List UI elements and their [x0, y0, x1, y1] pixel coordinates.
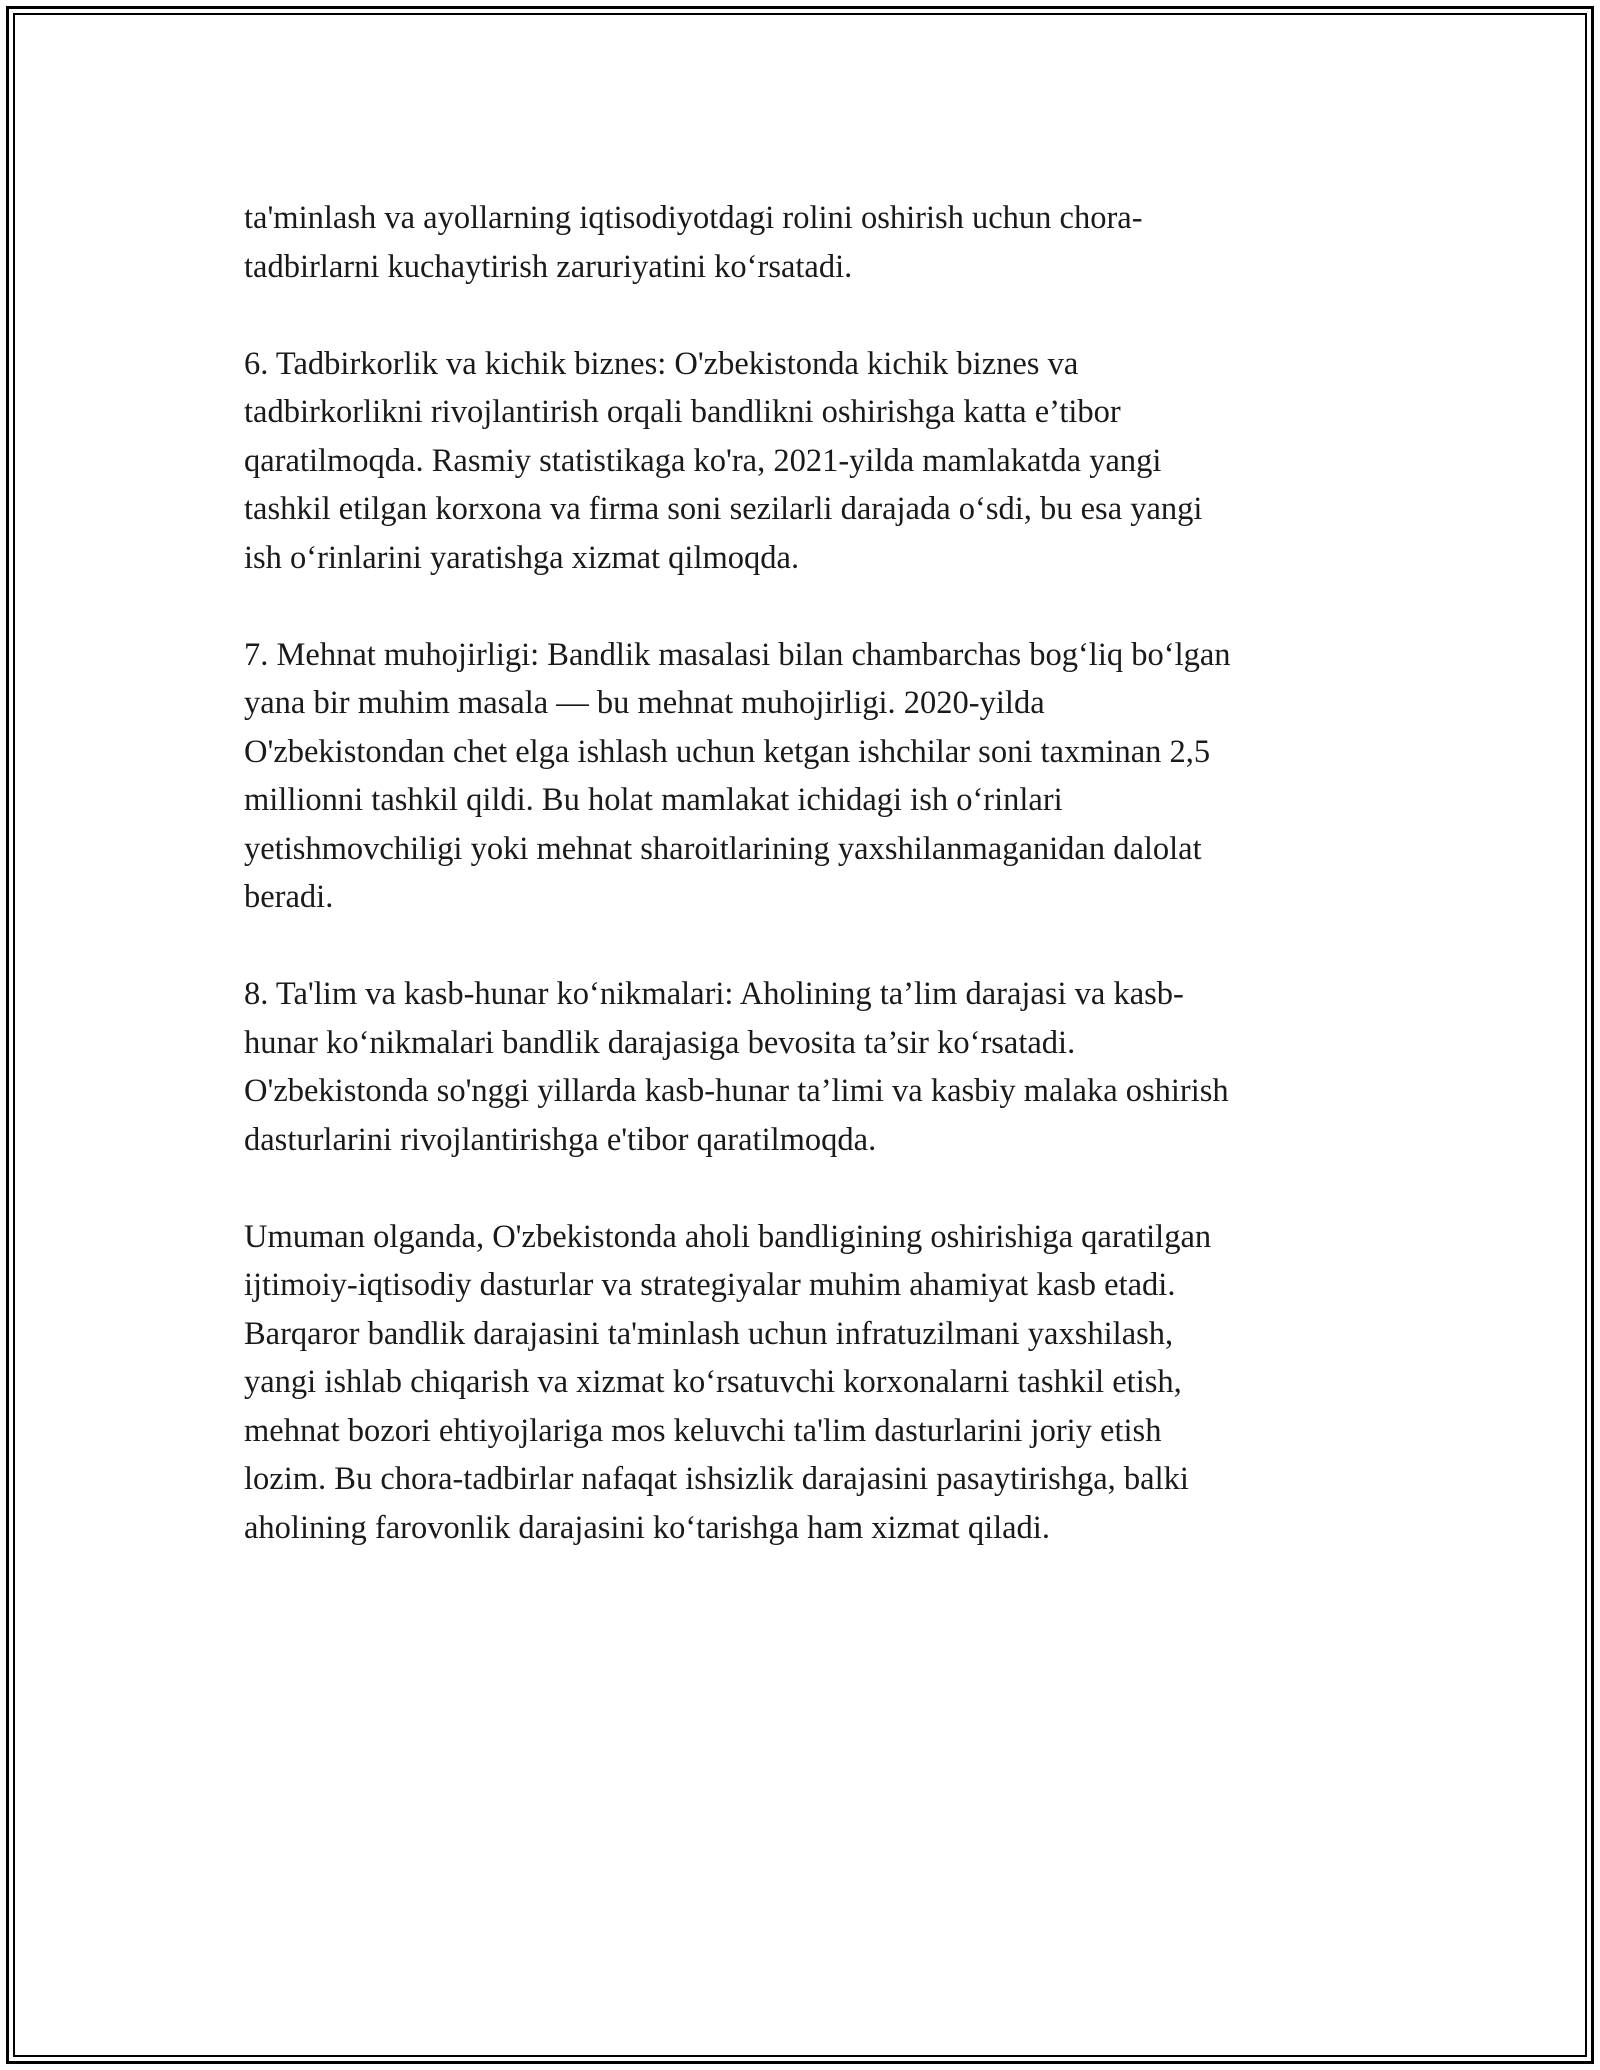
paragraph-labor-migration: 7. Mehnat muhojirligi: Bandlik masalasi bilan chambarchas bog‘liq bo‘lgan yana bir muhim masala — bu mehnat muhojirligi. 2020-yilda O'zbekistondan chet elga ishlash uchun ketgan ishchilar soni taxminan 2,5 millionni tashkil qildi. Bu holat mamlakat ichidagi ish o‘rinlari yetishmovchiligi yoki mehnat sharoitlarining yaxshilanmaganidan dalolat beradi. — [244, 636, 1231, 915]
paragraph-conclusion: Umuman olganda, O'zbekistonda aholi bandligining oshirishiga qaratilgan ijtimoiy-iqtisodiy dasturlar va strategiyalar muhim ahamiyat kasb etadi. Barqaror bandlik darajasini ta'minlash uchun infratuzilmani yaxshilash, yangi ishlab chiqarish va xizmat ko‘rsatuvchi korxonalarni tashkil etish, mehnat bozori ehtiyojlariga mos keluvchi ta'lim dasturlarini joriy etish lozim. Bu chora-tadbirlar nafaqat ishsizlik darajasini pasaytirishga, balki aholining farovonlik darajasini ko‘tarishga ham xizmat qiladi. — [244, 1218, 1212, 1546]
document-body — [244, 194, 1384, 1601]
paragraph-continuation: ta'minlash va ayollarning iqtisodiyotdagi rolini oshirish uchun chora- tadbirlarni kuchaytirish zaruriyatini ko‘rsatadi. — [244, 200, 1143, 285]
paragraph-education-skills: 8. Ta'lim va kasb-hunar ko‘nikmalari: Aholining ta’lim darajasi va kasb- hunar ko‘nikmalari bandlik darajasiga bevosita ta’sir ko‘rsatadi. O'zbekistonda so'nggi yillarda kasb-hunar ta’limi va kasbiy malaka oshirish dasturlarini rivojlantirishga e'tibor qaratilmoqda. — [244, 976, 1229, 1158]
page-frame — [6, 6, 1594, 2064]
paragraph-entrepreneurship: 6. Tadbirkorlik va kichik biznes: O'zbekistonda kichik biznes va tadbirkorlikni rivojlantirish orqali bandlikni oshirishga katta e’tibor qaratilmoqda. Rasmiy statistikaga ko'ra, 2021-yilda mamlakatda yangi tashkil etilgan korxona va firma soni sezilarli darajada o‘sdi, bu esa yangi ish o‘rinlarini yaratishga xizmat qilmoqda. — [244, 345, 1203, 576]
